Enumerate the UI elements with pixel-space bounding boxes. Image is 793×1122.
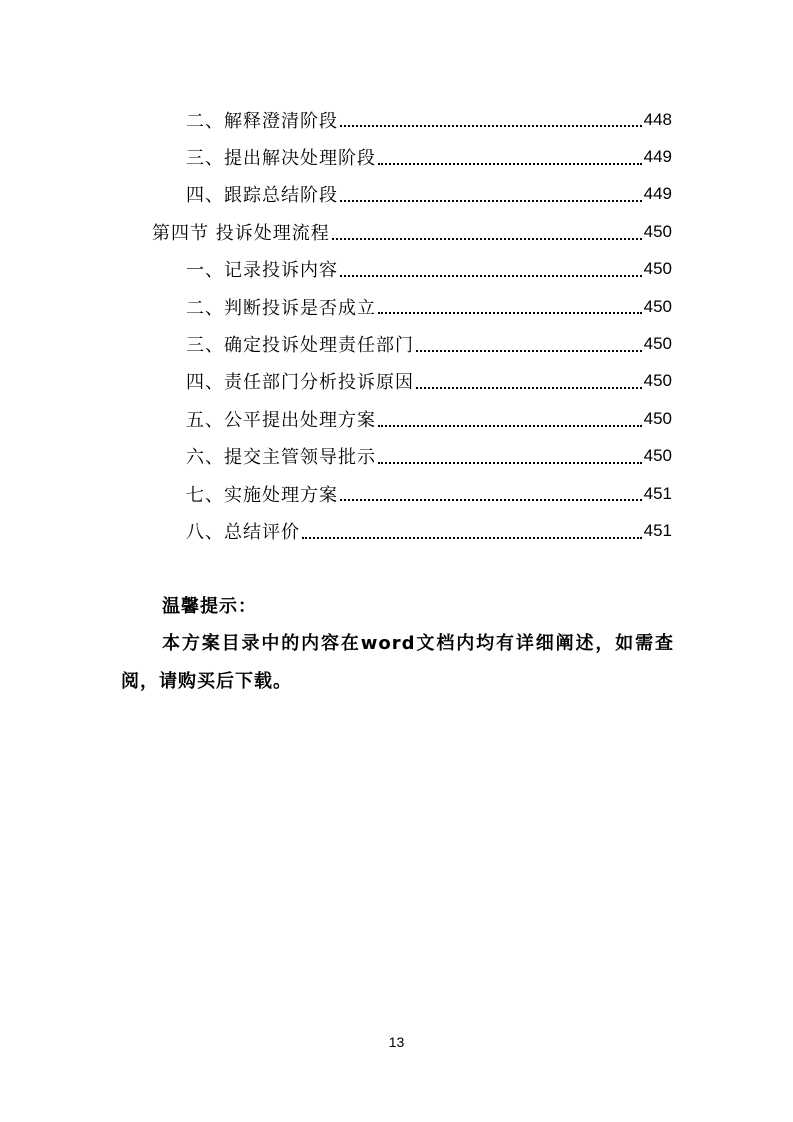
toc-entry[interactable] xyxy=(0,176,793,213)
toc-entry-page: 450 xyxy=(643,371,672,391)
toc-entry-page: 450 xyxy=(643,408,672,428)
toc-entry-label: 二、解释澄清阶段 xyxy=(186,110,338,132)
toc-entry[interactable] xyxy=(0,138,793,175)
toc-dot-leader xyxy=(416,350,642,352)
toc-entry[interactable] xyxy=(0,288,793,325)
toc-entry-page: 449 xyxy=(643,184,672,204)
toc-entry-page: 451 xyxy=(643,520,672,540)
toc-entry-label: 六、提交主管领导批示 xyxy=(186,447,376,469)
toc-entry[interactable] xyxy=(0,325,793,362)
toc-entry[interactable] xyxy=(0,363,793,400)
toc-entry-label: 八、总结评价 xyxy=(186,521,300,543)
toc-entry-page: 450 xyxy=(643,221,672,241)
toc-entry-page: 449 xyxy=(643,147,672,167)
toc-entry-page: 450 xyxy=(643,446,672,466)
toc-entry-label: 一、记录投诉内容 xyxy=(186,260,338,282)
toc-entry-label: 五、公平提出处理方案 xyxy=(186,409,376,431)
toc-entry[interactable] xyxy=(0,251,793,288)
toc-entry[interactable] xyxy=(0,475,793,512)
toc-dot-leader xyxy=(378,462,642,464)
toc-dot-leader xyxy=(340,499,642,501)
toc-dot-leader xyxy=(378,312,642,314)
toc-dot-leader xyxy=(378,163,642,165)
toc-entry-label: 第四节 投诉处理流程 xyxy=(152,222,330,244)
toc-entry[interactable] xyxy=(0,438,793,475)
toc-entry-label: 四、责任部门分析投诉原因 xyxy=(186,372,414,394)
toc-entry-page: 451 xyxy=(643,483,672,503)
toc-dot-leader xyxy=(332,238,642,240)
notice-title: 温馨提示： xyxy=(162,596,257,617)
toc-entry[interactable] xyxy=(0,101,793,138)
toc-section-entry[interactable] xyxy=(0,213,793,250)
toc-dot-leader xyxy=(302,537,642,539)
toc-dot-leader xyxy=(340,125,642,127)
table-of-contents xyxy=(0,101,793,550)
toc-entry-label: 七、实施处理方案 xyxy=(186,484,338,506)
toc-dot-leader xyxy=(340,200,642,202)
toc-entry-label: 三、确定投诉处理责任部门 xyxy=(186,335,414,357)
toc-entry-label: 三、提出解决处理阶段 xyxy=(186,148,376,170)
toc-entry-page: 450 xyxy=(643,334,672,354)
toc-entry[interactable] xyxy=(0,512,793,549)
notice-body: 本方案目录中的内容在word文档内均有详细阐述，如需查阅，请购买后下载。 xyxy=(121,633,674,692)
toc-entry-label: 二、判断投诉是否成立 xyxy=(186,297,376,319)
toc-dot-leader xyxy=(416,387,642,389)
toc-entry-page: 448 xyxy=(643,109,672,129)
page-number: 13 xyxy=(388,1034,405,1050)
toc-entry-page: 450 xyxy=(643,296,672,316)
toc-dot-leader xyxy=(340,275,642,277)
toc-dot-leader xyxy=(378,425,642,427)
toc-entry-page: 450 xyxy=(643,259,672,279)
toc-entry[interactable] xyxy=(0,400,793,437)
toc-entry-label: 四、跟踪总结阶段 xyxy=(186,185,338,207)
